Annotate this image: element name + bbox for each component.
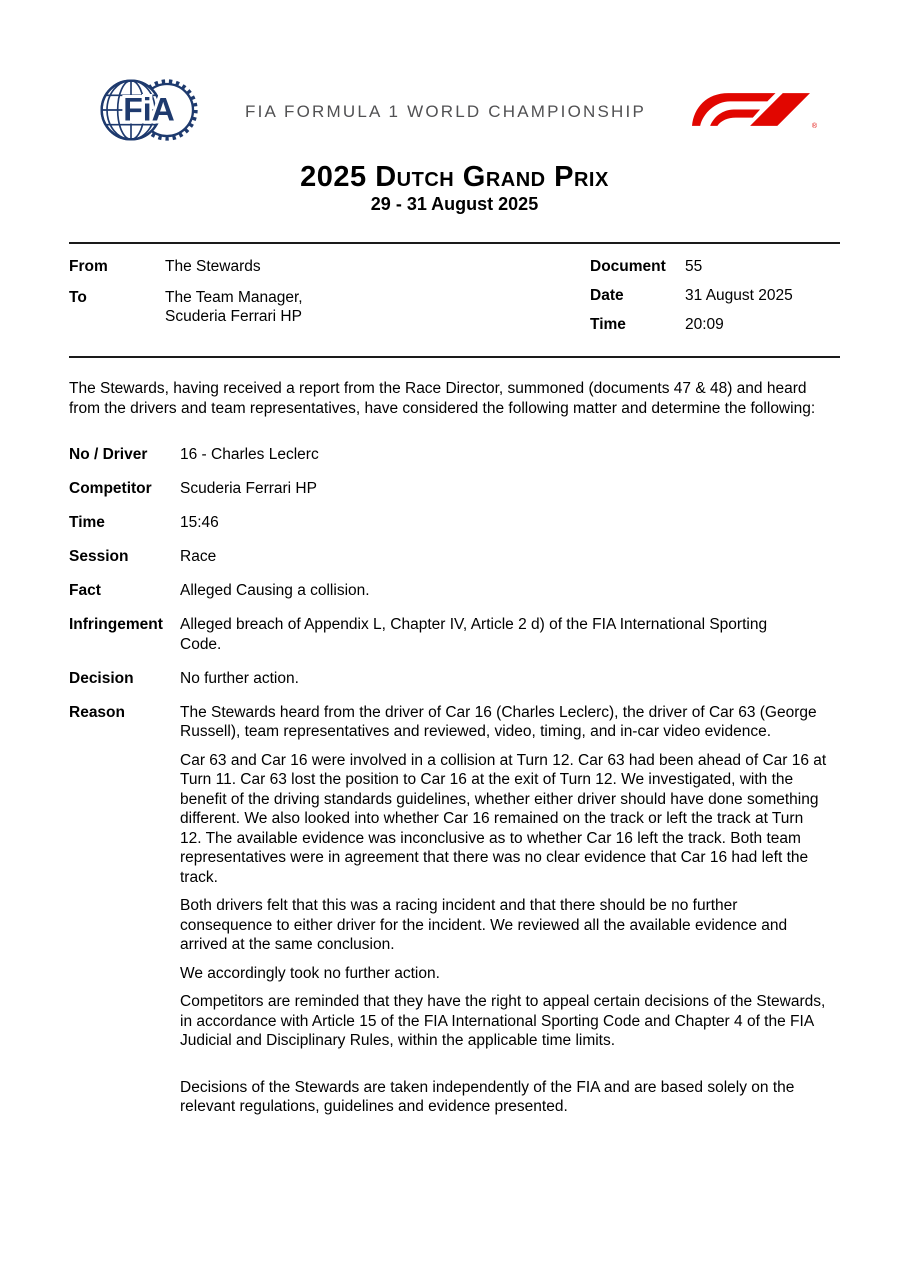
title-block — [69, 161, 840, 215]
field-value: Scuderia Ferrari HP — [180, 480, 317, 497]
reason-paragraph: The Stewards heard from the driver of Car 16 (Charles Leclerc), the driver of Car 63 (George Russell), team representatives and reviewed, video, timing, and in-car video evidence. — [180, 703, 817, 740]
field-label: Competitor — [69, 480, 152, 497]
date-value: 31 August 2025 — [685, 287, 793, 304]
field-label: Decision — [69, 669, 134, 687]
document-label: Document — [590, 258, 666, 275]
field-value: Race — [180, 548, 217, 565]
field-row-decision — [69, 669, 840, 689]
f1-logo — [692, 93, 817, 131]
field-value: Alleged breach of Appendix L, Chapter IV, Article 2 d) of the FIA International Sporting Code. — [180, 616, 768, 653]
to-label: To — [69, 289, 87, 306]
from-label: From — [69, 258, 108, 275]
fia-logo-icon — [99, 75, 199, 145]
field-row-fact — [69, 581, 840, 601]
time-value: 20:09 — [685, 316, 724, 333]
fia-logo — [99, 75, 199, 150]
field-label: Infringement — [69, 616, 163, 633]
meta-right — [590, 257, 840, 334]
reason-paragraph: We accordingly took no further action. — [180, 964, 440, 982]
reason-paragraph: Competitors are reminded that they have the right to appeal certain decisions of the Stewards, in accordance with Article 15 of the FIA International Sporting Code and Chapter 4 of the FIA Judicial and Disciplinary Rules, within the applicable time limits. — [180, 993, 826, 1049]
reason-paragraphs — [180, 703, 840, 1126]
to-value-line2: Scuderia Ferrari HP — [165, 308, 302, 325]
field-value: 15:46 — [180, 514, 219, 531]
f1-logo-icon — [692, 93, 810, 126]
field-row-time — [69, 513, 840, 533]
intro-paragraph: The Stewards, having received a report from the Race Director, summoned (documents 47 & 48) and heard from the drivers and team representatives, have considered the following matter and determine the following: — [69, 380, 816, 417]
field-row-competitor — [69, 479, 840, 499]
field-row-infringement — [69, 615, 840, 654]
to-value — [165, 288, 590, 326]
event-title: 2025 Dutch Grand Prix — [300, 161, 609, 193]
meta-section — [69, 242, 840, 358]
meta-left — [69, 257, 590, 334]
field-value: Alleged Causing a collision. — [180, 582, 370, 599]
field-value: 16 - Charles Leclerc — [180, 446, 319, 463]
field-label: Time — [69, 514, 105, 531]
from-value: The Stewards — [165, 258, 261, 275]
field-label: Session — [69, 548, 129, 565]
field-label: No / Driver — [69, 446, 148, 463]
fields-section — [69, 445, 840, 1126]
championship-title: FIA FORMULA 1 WORLD CHAMPIONSHIP — [244, 102, 646, 121]
event-dates: 29 - 31 August 2025 — [370, 194, 539, 214]
to-value-line1: The Team Manager, — [165, 289, 303, 306]
header — [69, 76, 840, 148]
field-value: No further action. — [180, 669, 299, 687]
field-row-reason — [69, 703, 840, 1126]
document-value: 55 — [685, 258, 703, 275]
reason-paragraph: Car 63 and Car 16 were involved in a collision at Turn 12. Car 63 had been ahead of Car 16 at Turn 11. Car 63 lost the position to Car 16 at the exit of Turn 12. We investigated, with the benefit of the driving standards guidelines, whether either driver should have done something different. We also looked into whether Car 16 remained on the track or left the track at Turn 12. The available evidence was inconclusive as to whether Car 16 left the track. Both team representatives were in agreement that there was no clear evidence that Car 16 had left the track. — [180, 751, 827, 886]
field-row-session — [69, 547, 840, 567]
field-label: Fact — [69, 582, 101, 599]
time-label: Time — [590, 316, 626, 333]
reason-label: Reason — [69, 703, 125, 721]
field-row-driver — [69, 445, 840, 465]
f1-registered-mark: ® — [811, 123, 817, 130]
fia-monogram: FiA — [123, 91, 175, 128]
date-label: Date — [590, 287, 624, 304]
reason-paragraph: Both drivers felt that this was a racing incident and that there should be no further consequence to either driver for the incident. We reviewed all the available evidence and arrived at the same conclusion. — [180, 897, 788, 953]
independence-note: Decisions of the Stewards are taken independently of the FIA and are based solely on the relevant regulations, guidelines and evidence presented. — [180, 1078, 795, 1115]
